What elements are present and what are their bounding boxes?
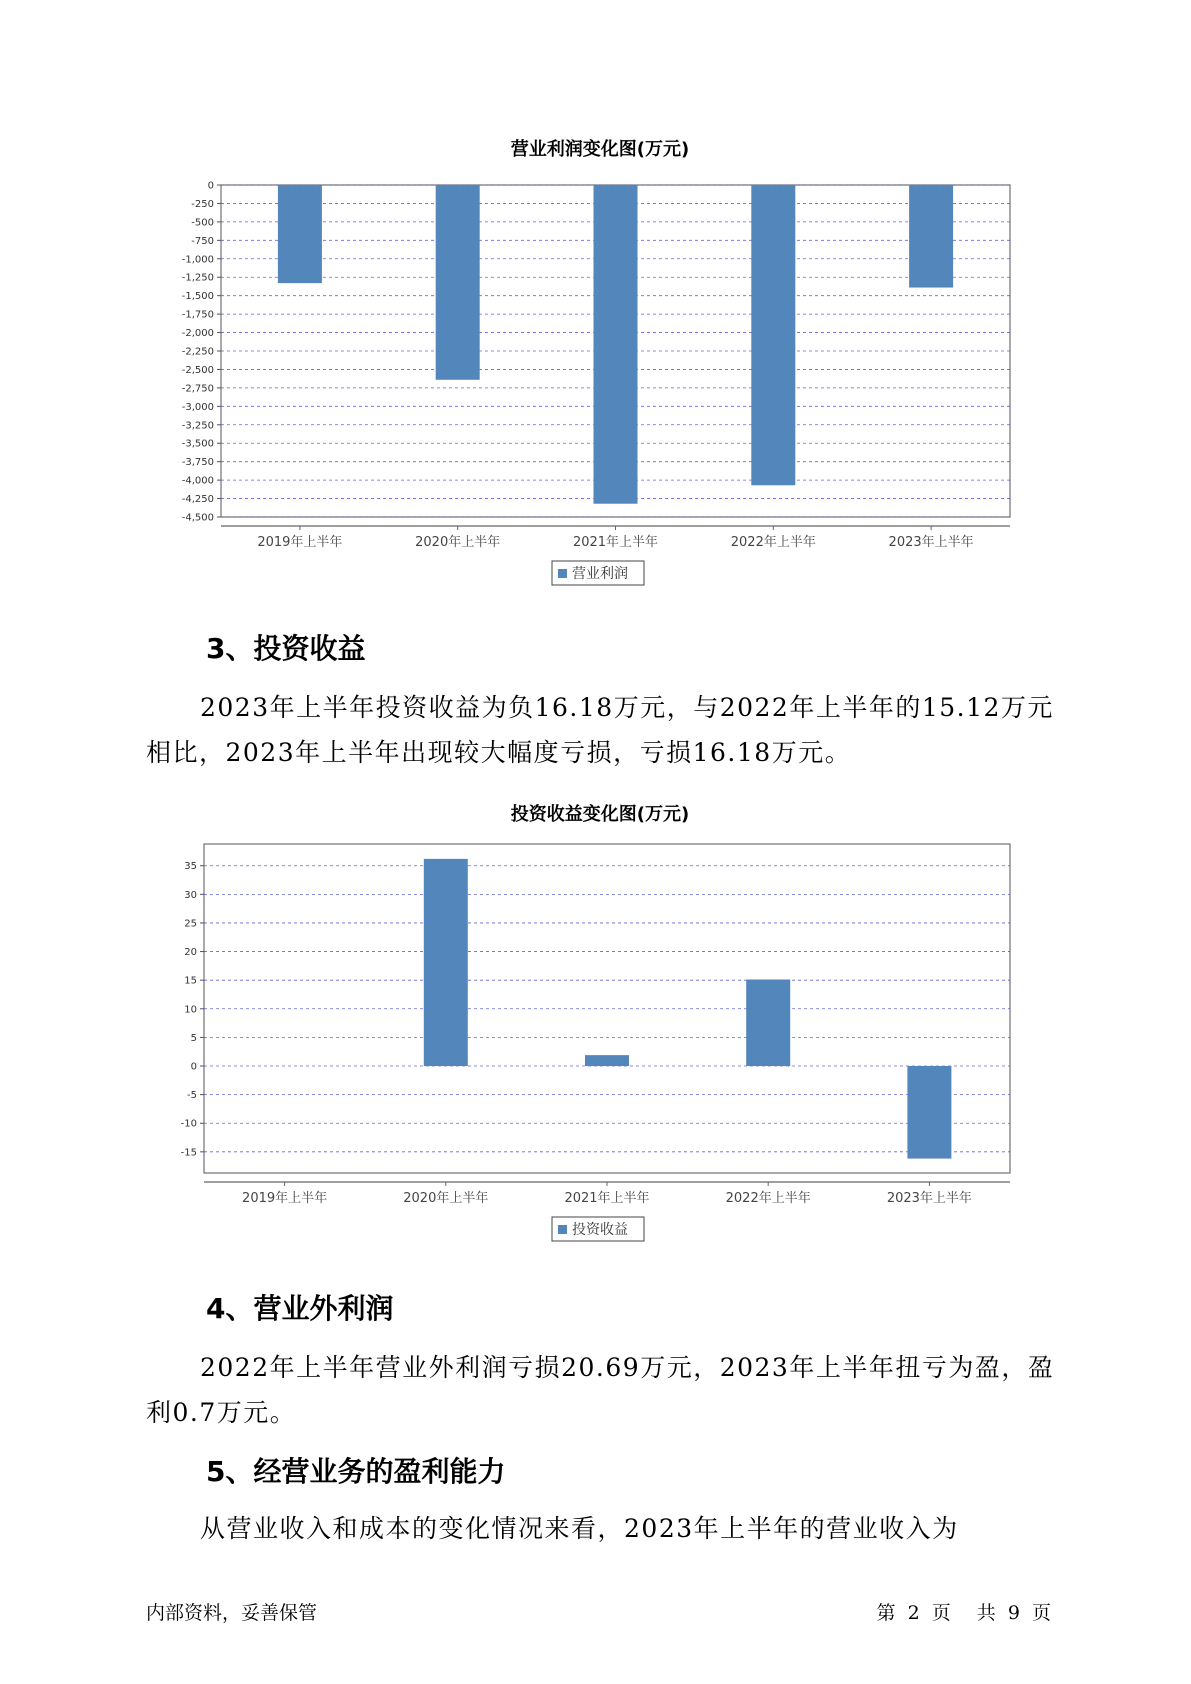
page-prefix: 第 [876,1602,896,1624]
x-tick-label: 2021年上半年 [572,535,659,550]
x-tick-label: 2020年上半年 [415,535,501,550]
investment-income-chart [0,790,1191,1260]
legend-swatch [558,1225,567,1234]
footer-page-info [877,1598,1051,1625]
y-tick-label: -2,750 [181,383,214,395]
y-tick-label: 20 [184,947,197,959]
section-5-title: 5、经营业务的盈利能力 [206,1455,506,1488]
y-tick-label: -1,500 [181,291,214,303]
footer-confidential-note: 内部资料，妥善保管 [146,1602,318,1624]
section-3-title: 3、投资收益 [206,632,366,665]
x-tick-label: 2021年上半年 [564,1191,650,1206]
section-4-title: 4、营业外利润 [206,1292,394,1325]
bar [751,185,795,485]
x-tick-label: 2019年上半年 [242,1191,328,1206]
total-prefix: 共 [976,1602,996,1624]
y-tick-label: -1,250 [181,272,214,284]
y-tick-label: -1,000 [181,254,214,266]
bar [909,185,953,288]
bar [585,1055,629,1066]
y-tick-label: -4,250 [181,494,214,506]
bar [594,185,638,504]
x-tick-label: 2023年上半年 [888,535,974,550]
legend-swatch [558,569,567,578]
y-tick-label: 10 [184,1004,197,1016]
y-tick-label: 0 [207,180,214,192]
x-tick-label: 2020年上半年 [403,1191,489,1206]
y-tick-label: -250 [191,198,214,210]
page-number: 2 [907,1602,920,1624]
bar [278,185,322,283]
bar [424,859,468,1066]
y-tick-label: -750 [191,235,214,247]
y-tick-label: 30 [184,889,197,901]
x-tick-label: 2022年上半年 [730,535,816,550]
y-tick-label: -2,500 [181,364,214,376]
total-pages: 9 [1007,1602,1020,1624]
operating-profit-chart-svg [0,125,1191,595]
y-tick-label: -3,000 [181,401,214,413]
section-3-paragraph: 2023年上半年投资收益为负16.18万元，与2022年上半年的15.12万元相比，2023年上半年出现较大幅度亏损，亏损16.18万元。 [146,693,1054,767]
section-4-paragraph: 2022年上半年营业外利润亏损20.69万元，2023年上半年扭亏为盈，盈利0.7万元。 [146,1353,1055,1427]
y-tick-label: 5 [190,1032,197,1044]
bar [907,1066,951,1159]
y-tick-label: -2,250 [181,346,214,358]
bar [746,979,790,1066]
y-tick-label: -3,750 [181,457,214,469]
legend-label: 投资收益 [572,1222,628,1238]
chart-title: 营业利润变化图(万元) [510,139,690,160]
y-tick-label: -10 [180,1118,197,1130]
y-tick-label: 35 [184,861,197,873]
legend-label: 营业利润 [572,566,628,582]
y-tick-label: -3,250 [181,420,214,432]
page-unit: 页 [931,1602,951,1624]
x-tick-label: 2019年上半年 [257,535,343,550]
section-5-paragraph: 从营业收入和成本的变化情况来看，2023年上半年的营业收入为 [200,1514,959,1543]
y-tick-label: 25 [184,918,197,930]
total-unit: 页 [1031,1602,1051,1624]
investment-income-chart-svg [0,790,1191,1260]
operating-profit-chart [0,125,1191,595]
y-tick-label: 15 [184,975,197,987]
bar [436,185,480,380]
y-tick-label: -2,000 [181,328,214,340]
y-tick-label: -500 [191,217,214,229]
y-tick-label: -4,000 [181,475,214,487]
y-tick-label: -5 [187,1090,197,1102]
y-tick-label: 0 [190,1061,197,1073]
y-tick-label: -15 [180,1147,197,1159]
x-tick-label: 2022年上半年 [725,1191,811,1206]
y-tick-label: -4,500 [181,512,214,524]
chart-title: 投资收益变化图(万元) [510,804,690,825]
y-tick-label: -1,750 [181,309,214,321]
y-tick-label: -3,500 [181,438,214,450]
x-tick-label: 2023年上半年 [886,1191,972,1206]
